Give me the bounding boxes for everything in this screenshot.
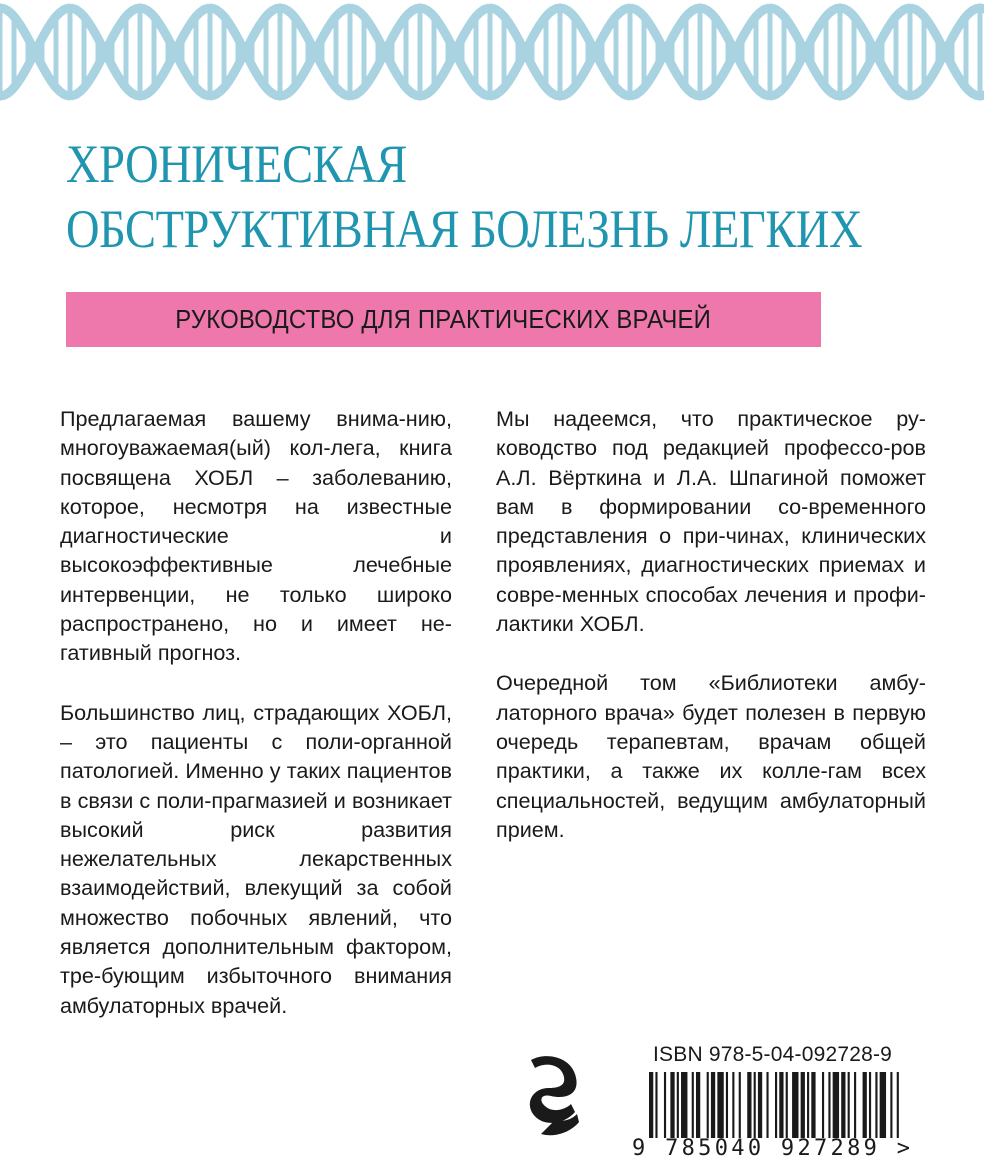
barcode-bar xyxy=(732,1072,734,1138)
left-column xyxy=(60,404,452,1050)
barcode-bar xyxy=(747,1072,751,1138)
barcode-bar xyxy=(897,1072,899,1138)
barcode-bar xyxy=(841,1072,845,1138)
barcode-bar xyxy=(880,1072,886,1138)
barcode-bar xyxy=(677,1072,679,1138)
left-paragraph-2: Большинство лиц, страдающих ХОБЛ, – это пациенты с поли-органной патологией. Именно у таких пациентов в связи с поли-прагмазией и возникает высокий риск развития нежелательных лекарственных взаимодействий, влекущий за собой множество побочных явлений, что является дополнительным фактором, тре-бующим избыточного внимания амбулаторных врачей. xyxy=(60,699,452,1018)
barcode-bar xyxy=(792,1072,798,1138)
barcode-bar xyxy=(811,1072,815,1138)
left-paragraph-1: Предлагаемая вашему внима-нию, многоуважаемая(ый) кол-лега, книга посвящена ХОБЛ – заболеванию, которое, несмотря на известные диагностические и высокоэффективные лечебные интервенции, не только широко распространено, но и имеет не-гативный прогноз. xyxy=(60,406,452,666)
barcode-bar xyxy=(692,1072,694,1138)
barcode-bar xyxy=(833,1072,839,1138)
barcode-bar xyxy=(854,1072,856,1138)
barcode-bar xyxy=(696,1072,700,1138)
right-column xyxy=(496,404,926,874)
isbn-label: ISBN 978-5-04-092728-9 xyxy=(653,1043,893,1066)
barcode-bar xyxy=(775,1072,777,1138)
barcode-bar xyxy=(890,1072,892,1138)
barcode-bar xyxy=(726,1072,728,1138)
barcode-bar xyxy=(766,1072,768,1138)
barcode-bar xyxy=(863,1072,867,1138)
barcode-bar xyxy=(758,1072,762,1138)
barcode-bar xyxy=(807,1072,809,1138)
dna-helix-icon xyxy=(0,0,984,104)
barcode-bar xyxy=(786,1072,788,1138)
title-line-1: ХРОНИЧЕСКАЯ xyxy=(66,134,407,194)
barcode-bar xyxy=(707,1072,709,1138)
subtitle-text: РУКОВОДСТВО ДЛЯ ПРАКТИЧЕСКИХ ВРАЧЕЙ xyxy=(175,304,712,334)
barcode-bar xyxy=(711,1072,715,1138)
title-line-2: ОБСТРУКТИВНАЯ БОЛЕЗНЬ ЛЕГКИХ xyxy=(66,199,863,259)
barcode-digits: 9 785040 927289 > xyxy=(632,1136,914,1161)
barcode-bar xyxy=(869,1072,871,1138)
book-title xyxy=(66,132,863,262)
barcode-bar xyxy=(681,1072,687,1138)
barcode-bar xyxy=(822,1072,824,1138)
right-paragraph-1: Мы надеемся, что практическое ру-ководство под редакцией профессо-ров А.Л. Вёрткина и Л.А. Шпагиной поможет вам в формировании со-временного представления о при-чинах, клинических проявлениях, диагностических приемах и совре-менных способах лечения и профи-лактики ХОБЛ. xyxy=(496,406,926,637)
eksmo-logo-icon xyxy=(525,1050,581,1142)
barcode-bar xyxy=(828,1072,830,1138)
barcode-bar xyxy=(875,1072,877,1138)
barcode-bar xyxy=(649,1072,653,1138)
barcode-bar xyxy=(801,1072,805,1138)
barcode xyxy=(649,1072,901,1138)
barcode-bar xyxy=(848,1072,850,1138)
barcode-bar xyxy=(739,1072,741,1138)
barcode-bar xyxy=(754,1072,756,1138)
right-paragraph-2: Очередной том «Библиотеки амбу-латорного врача» будет полезен в первую очередь терапевтам, врачам общей практики, а также их колле-гам всех специальностей, ведущим амбулаторный прием. xyxy=(496,670,926,842)
barcode-bar xyxy=(670,1072,674,1138)
barcode-bar xyxy=(664,1072,666,1138)
barcode-bar xyxy=(655,1072,657,1138)
barcode-bar xyxy=(779,1072,783,1138)
subtitle-banner xyxy=(66,292,821,347)
barcode-bar xyxy=(717,1072,723,1138)
